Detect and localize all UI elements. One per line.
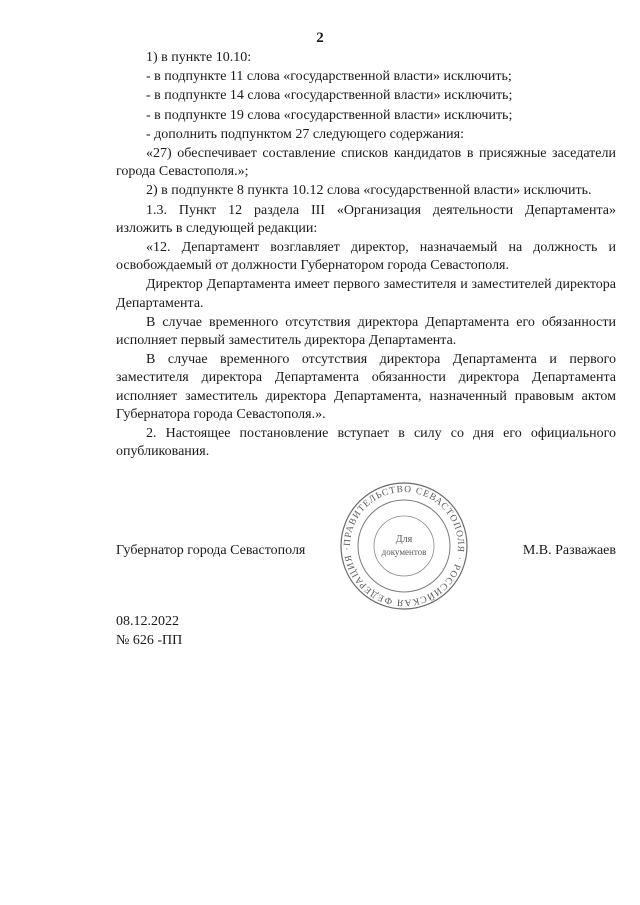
official-seal-icon (338, 480, 470, 612)
paragraph: - в подпункте 14 слова «государственной власти» исключить; (146, 88, 513, 104)
page-number: 2 (316, 30, 324, 46)
seal-inner-text-2: документов (381, 547, 427, 557)
paragraph: 1.3. Пункт 12 раздела III «Организация деятельности Департамента» изложить в следующей редакции: (116, 202, 616, 236)
paragraph: В случае временного отсутствия директора Департамента и первого заместителя директора Департамента обязанности директора Департамента исполняет заместитель директора Департамента, назначенный правовым актом Губернатора города Севастополя.». (116, 352, 616, 422)
seal-outer-text: ПРАВИТЕЛЬСТВО СЕВАСТОПОЛЯ · РОССИЙСКАЯ ФЕДЕРАЦИЯ · (342, 484, 466, 608)
paragraph: - дополнить подпунктом 27 следующего содержания: (146, 126, 464, 142)
paragraph: 2. Настоящее постановление вступает в силу со дня его официального опубликования. (116, 426, 616, 460)
svg-text:ПРАВИТЕЛЬСТВО СЕВАСТОПОЛЯ · РО (343, 485, 465, 607)
signatory-name: М.В. Разважаев (522, 543, 616, 558)
document-number: № 626 -ПП (116, 633, 183, 648)
paragraph: - в подпункте 19 слова «государственной власти» исключить; (146, 107, 513, 123)
signatory-title: Губернатор города Севастополя (116, 543, 306, 558)
paragraph: «12. Департамент возглавляет директор, назначаемый на должность и освобождаемый от должности Губернатором города Севастополя. (116, 240, 616, 274)
seal-inner-text: Для (395, 534, 413, 545)
paragraph: В случае временного отсутствия директора Департамента его обязанности исполняет первый заместитель директора Департамента. (116, 314, 616, 349)
paragraph: - в подпункте 11 слова «государственной власти» исключить; (146, 69, 512, 85)
paragraph: Директор Департамента имеет первого заместителя и заместителей директора Департамента. (116, 277, 616, 311)
paragraph: 1) в пункте 10.10: (146, 50, 252, 65)
document-footer (116, 612, 182, 650)
document-body (116, 49, 616, 462)
paragraph: «27) обеспечивает составление списков кандидатов в присяжные заседатели города Севастополя.»; (116, 146, 616, 180)
paragraph: 2) в подпункте 8 пункта 10.12 слова «государственной власти» исключить. (146, 183, 592, 199)
document-date: 08.12.2022 (116, 614, 179, 629)
